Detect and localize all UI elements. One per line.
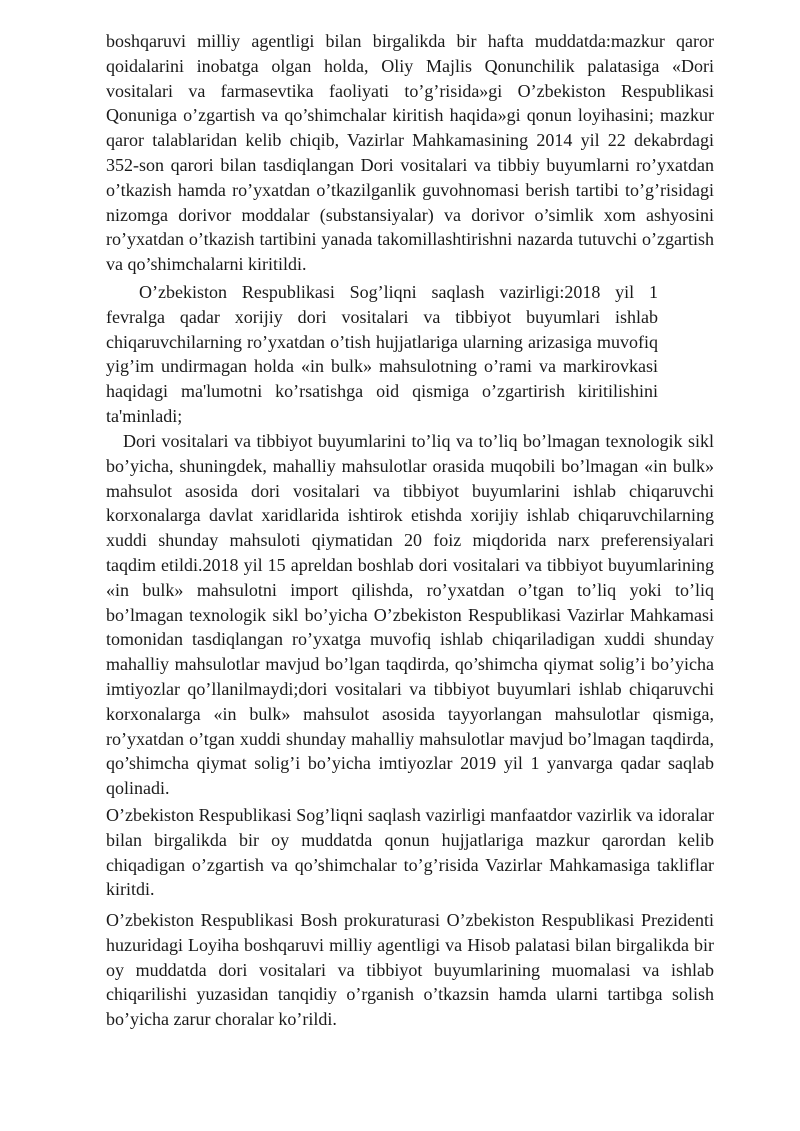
paragraph-1: boshqaruvi milliy agentligi bilan birgalikda bir hafta muddatda:mazkur qaror qoidalarini inobatga olgan holda, Oliy Majlis Qonunchilik palatasiga «Dori vositalari va farmasevtika faoliyati to’g’risida»gi O’zbekiston Respublikasi Qonuniga o’zgartish va qo’shimchalar kiritish haqida»gi qonun loyihasini; mazkur qaror talablaridan kelib chiqib, Vazirlar Mahkamasining 2014 yil 22 dekabrdagi 352-son qarori bilan tasdiqlangan Dori vositalari va tibbiy buyumlarni ro’yxatdan o’tkazish hamda ro’yxatdan o’tkazilganlik guvohnomasi berish tartibi to’g’risidagi nizomga dorivor moddalar (substansiyalar) va dorivor o’simlik xom ashyosini ro’yxatdan o’tkazish tartibini yanada takomillashtirishni nazarda tutuvchi o’zgartish va qo’shimchalarni kiritildi. [106,31,714,275]
paragraph-4: O’zbekiston Respublikasi Sog’liqni saqlash vazirligi manfaatdor vazirlik va idoralar bilan birgalikda bir oy muddatda qonun hujjatlariga mazkur qarordan kelib chiqadigan o’zgartish va qo’shimchalar to’g’risida Vazirlar Mahkamasiga takliflar kiritdi. [106,805,714,900]
paragraph-5: O’zbekiston Respublikasi Bosh prokuraturasi O’zbekiston Respublikasi Prezidenti huzuridagi Loyiha boshqaruvi milliy agentligi va Hisob palatasi bilan birgalikda bir oy muddatda dori vositalari va tibbiyot buyumlarining muomalasi va ishlab chiqarilishi yuzasidan tanqidiy o’rganish o’tkazsin hamda ularni tartibga solish bo’yicha zarur choralar ko’rildi. [106,910,714,1030]
paragraph-3: Dori vositalari va tibbiyot buyumlarini to’liq va to’liq bo’lmagan texnologik sikl bo’yicha, shuningdek, mahalliy mahsulotlar orasida muqobili bo’lmagan «in bulk» mahsulot asosida dori vositalari va tibbiyot buyumlarini ishlab chiqaruvchi korxonalarga davlat xaridlarida ishtirok etishda xorijiy ishlab chiqaruvchilarning xuddi shunday mahsuloti qiymatidan 20 foiz miqdorida narx preferensiyalari taqdim etildi.2018 yil 15 apreldan boshlab dori vositalari va tibbiyot buyumlarining «in bulk» mahsulotni import qilishda, ro’yxatdan o’tgan to’liq yoki to’liq bo’lmagan texnologik sikl bo’yicha O’zbekiston Respublikasi Vazirlar Mahkamasi tomonidan tasdiqlangan ro’yxatga muvofiq ishlab chiqariladigan xuddi shunday mahalliy mahsulotlar mavjud bo’lgan taqdirda, qo’shimcha qiymat solig’i bo’yicha imtiyozlar qo’llanilmaydi;dori vositalari va tibbiyot buyumlari ishlab chiqaruvchi korxonalarga «in bulk» mahsulot asosida tayyorlangan mahsulotlar qismiga, ro’yxatdan o’tgan xuddi shunday mahalliy mahsulotlar mavjud bo’lmagan taqdirda, qo’shimcha qiymat solig’i bo’yicha imtiyozlar 2019 yil 1 yanvarga qadar saqlab qolinadi. [106,431,714,799]
paragraph-2: O’zbekiston Respublikasi Sog’liqni saqlash vazirligi:2018 yil 1 fevralga qadar xorijiy dori vositalari va tibbiyot buyumlari ishlab chiqaruvchilarning ro’yxatdan o’tish hujjatlariga ularning arizasiga muvofiq yig’im undirmagan holda «in bulk» mahsulotning o’rami va markirovkasi haqidagi ma'lumotni ko’rsatishga oid qismiga o’zgartirish kiritilishini ta'minladi; [106,282,658,426]
